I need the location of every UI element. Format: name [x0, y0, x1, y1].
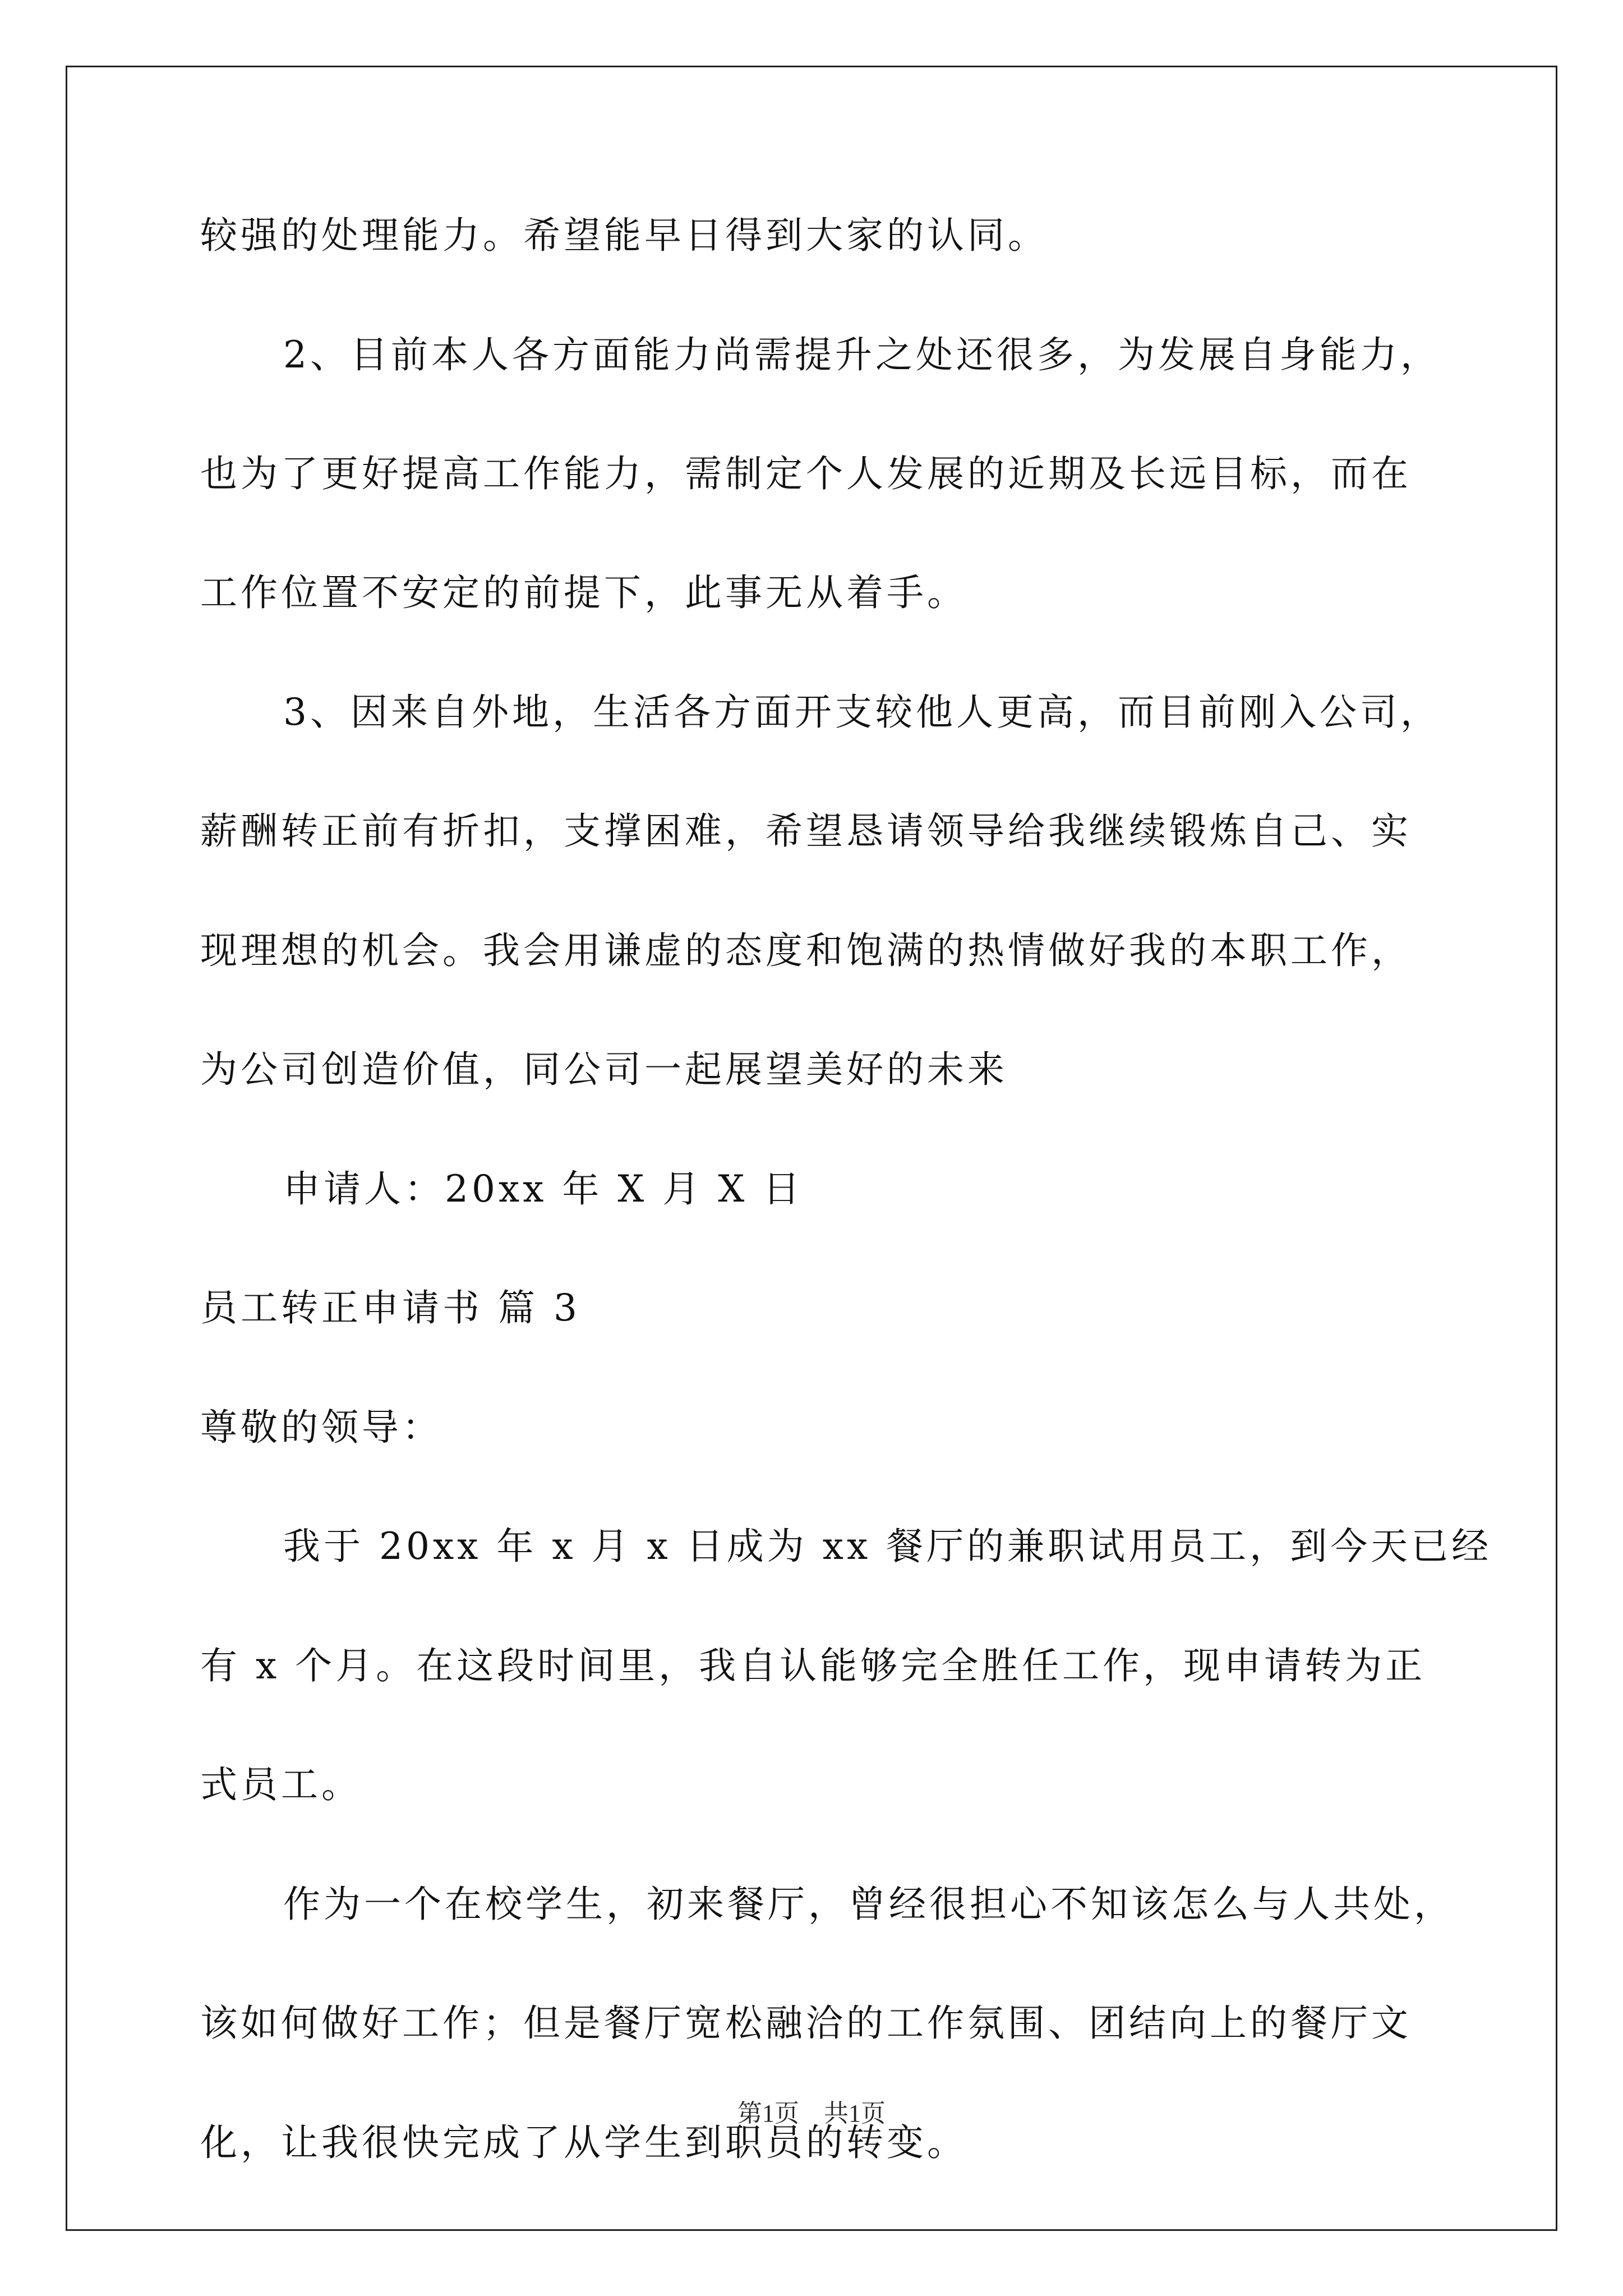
text-line: 式员工。	[200, 1763, 362, 1806]
section-heading: 员工转正申请书 篇 3	[200, 1286, 580, 1329]
text-line: 2、目前本人各方面能力尚需提升之处还很多，为发展自身能力，	[283, 333, 1441, 376]
text-line: 有 x 个月。在这段时间里，我自认能够完全胜任工作，现申请转为正	[200, 1644, 1426, 1687]
text-line: 现理想的机会。我会用谦虚的态度和饱满的热情做好我的本职工作，	[200, 929, 1412, 972]
text-line: 较强的处理能力。希望能早日得到大家的认同。	[200, 214, 1048, 257]
text-line: 我于 20xx 年 x 月 x 日成为 xx 餐厅的兼职试用员工，到今天已经	[283, 1525, 1492, 1568]
text-line: 3、因来自外地，生活各方面开支较他人更高，而目前刚入公司，	[283, 691, 1441, 734]
text-line: 工作位置不安定的前提下，此事无从着手。	[200, 571, 967, 614]
text-line: 该如何做好工作；但是餐厅宽松融洽的工作氛围、团结向上的餐厅文	[200, 2001, 1412, 2045]
text-line: 作为一个在校学生，初来餐厅，曾经很担心不知该怎么与人共处，	[283, 1883, 1454, 1926]
text-line: 薪酬转正前有折扣，支撑困难，希望恳请领导给我继续锻炼自己、实	[200, 809, 1412, 853]
text-line: 化，让我很快完成了从学生到职员的转变。	[200, 2121, 967, 2164]
signature-line: 申请人：20xx 年 X 月 X 日	[283, 1167, 804, 1211]
text-line: 也为了更好提高工作能力，需制定个人发展的近期及长远目标，而在	[200, 452, 1412, 495]
text-line: 为公司创造价值，同公司一起展望美好的未来	[200, 1048, 1008, 1091]
salutation: 尊敬的领导：	[200, 1406, 442, 1449]
page-footer: 第1页 共1页	[737, 2100, 886, 2127]
